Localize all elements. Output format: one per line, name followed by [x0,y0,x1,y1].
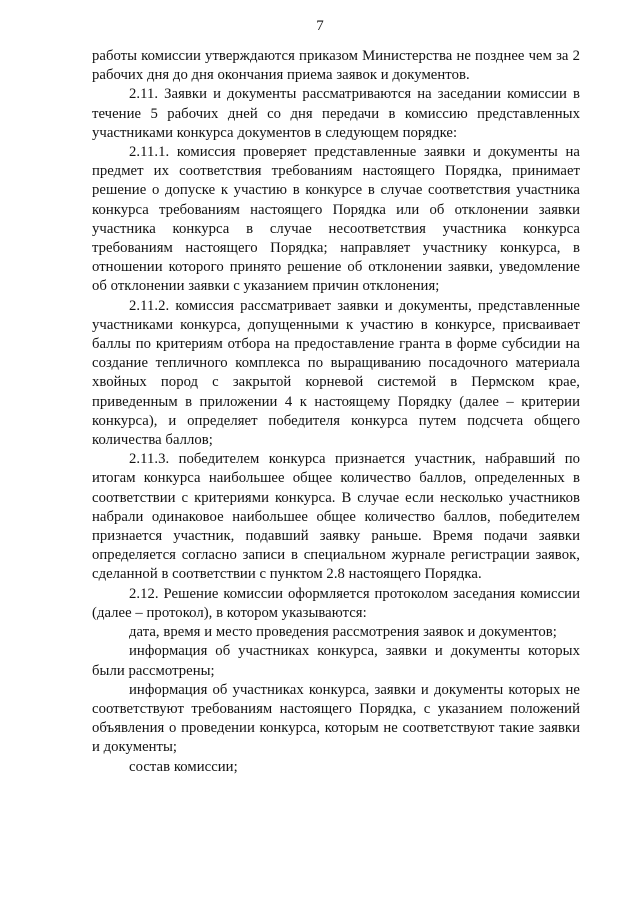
page-number: 7 [316,18,324,34]
document-body [92,47,580,777]
paragraph-2-11-3: 2.11.3. победителем конкурса признается участник, набравший по итогам конкурса наибольшее общее количество баллов, определенных в соответствии с критериями конкурса. В случае если несколько участников набрали одинаковое наибольшее общее количество баллов, победителем признается участник, подавший заявку раньше. Время подачи заявки определяется согласно записи в специальном журнале регистрации заявок, сделанной в соответствии с пунктом 2.8 настоящего Порядка. [92,451,580,583]
list-item-nonconforming-participants: информация об участниках конкурса, заявки и документы которых не соответствуют требованиям настоящего Порядка, с указанием положений объявления о проведении конкурса, которым не соответствуют такие заявки и документы; [92,681,580,756]
paragraph-2-11-2: 2.11.2. комиссия рассматривает заявки и документы, представленные участниками конкурса, допущенными к участию в конкурсе, присваивает баллы по критериям отбора на предоставление гранта в форме субсидии на создание тепличного комплекса по выращиванию посадочного материала хвойных пород с закрытой корневой системой в Пермском крае, приведенным в приложении 4 к настоящему Порядку (далее – критерии конкурса), и определяет победителя конкурса путем подсчета общего количества баллов; [92,297,580,449]
list-item-reviewed-participants: информация об участниках конкурса, заявки и документы которых были рассмотрены; [92,643,580,679]
paragraph-2-11-1: 2.11.1. комиссия проверяет представленные заявки и документы на предмет их соответствия требованиям настоящего Порядка, принимает решение о допуске к участию в конкурсе в случае соответствия участника конкурса требованиям настоящего Порядка или об отклонении заявки участника конкурса в случае несоответствия участника конкурса требованиям настоящего Порядка; направляет участнику конкурса, в отношении которого принято решение об отклонении заявки, уведомление об отклонении заявки с указанием причин отклонения; [92,144,580,295]
list-item-commission-composition: состав комиссии; [129,758,238,775]
paragraph-2-11: 2.11. Заявки и документы рассматриваются на заседании комиссии в течение 5 рабочих дней со дня передачи в комиссию представленных участниками конкурса документов в следующем порядке: [92,86,580,141]
paragraph-continuation: работы комиссии утверждаются приказом Министерства не позднее чем за 2 рабочих дня до дня окончания приема заявок и документов. [92,48,580,84]
list-item-date-time-place: дата, время и место проведения рассмотрения заявок и документов; [129,624,557,641]
paragraph-2-12: 2.12. Решение комиссии оформляется протоколом заседания комиссии (далее – протокол), в котором указываются: [92,585,580,621]
